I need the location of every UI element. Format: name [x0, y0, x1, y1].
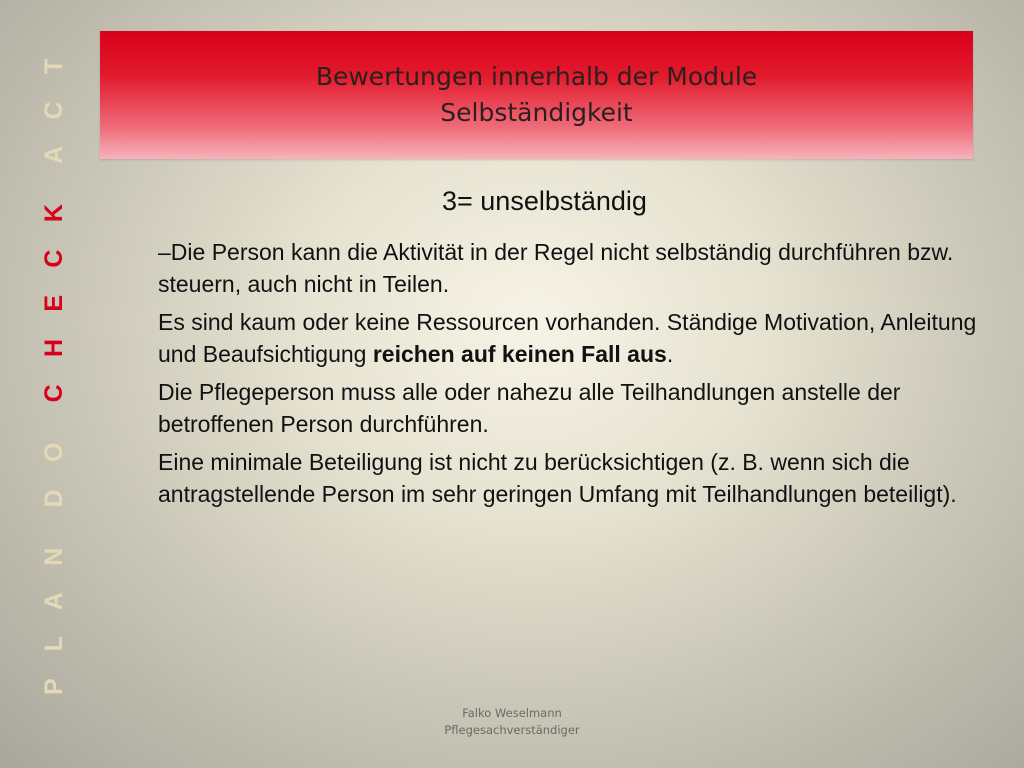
footer: [400, 705, 624, 739]
footer-author: Falko Weselmann: [462, 706, 562, 720]
paragraph-resources-end: .: [666, 341, 674, 367]
footer-role: Pflegesachverständiger: [444, 723, 580, 737]
paragraph-resources: [158, 306, 978, 370]
paragraph-caregiver: Die Pflegeperson muss alle oder nahezu alle Teilhandlungen anstelle der betroffenen Person durchführen.: [158, 379, 901, 437]
pdca-do: D O: [40, 432, 68, 508]
paragraph-resources-emphasis: reichen auf keinen Fall aus: [372, 341, 667, 367]
slide-title: Bewertungen innerhalb der Module: [315, 62, 758, 91]
pdca-plan: P L A N: [40, 537, 68, 695]
rating-heading: 3= unselbständig: [442, 186, 647, 216]
pdca-check: C H E C K: [40, 193, 68, 403]
slide-body: [158, 236, 978, 516]
pdca-act: A C T: [40, 48, 68, 164]
slide-subtitle: Selbständigkeit: [440, 98, 633, 127]
paragraph-resources-text: Es sind kaum oder keine Ressourcen vorhanden. Ständige Motivation, Anleitung und Beaufsichtigung: [158, 309, 977, 367]
title-bar: [100, 31, 973, 159]
pdca-side-label: [40, 49, 69, 695]
paragraph-participation: Eine minimale Beteiligung ist nicht zu berücksichtigen (z. B. wenn sich die antragstellende Person im sehr geringen Umfang mit Teilhandlungen beteiligt).: [158, 449, 957, 507]
paragraph-definition: –Die Person kann die Aktivität in der Regel nicht selbständig durchführen bzw. steuern, auch nicht in Teilen.: [158, 239, 954, 297]
